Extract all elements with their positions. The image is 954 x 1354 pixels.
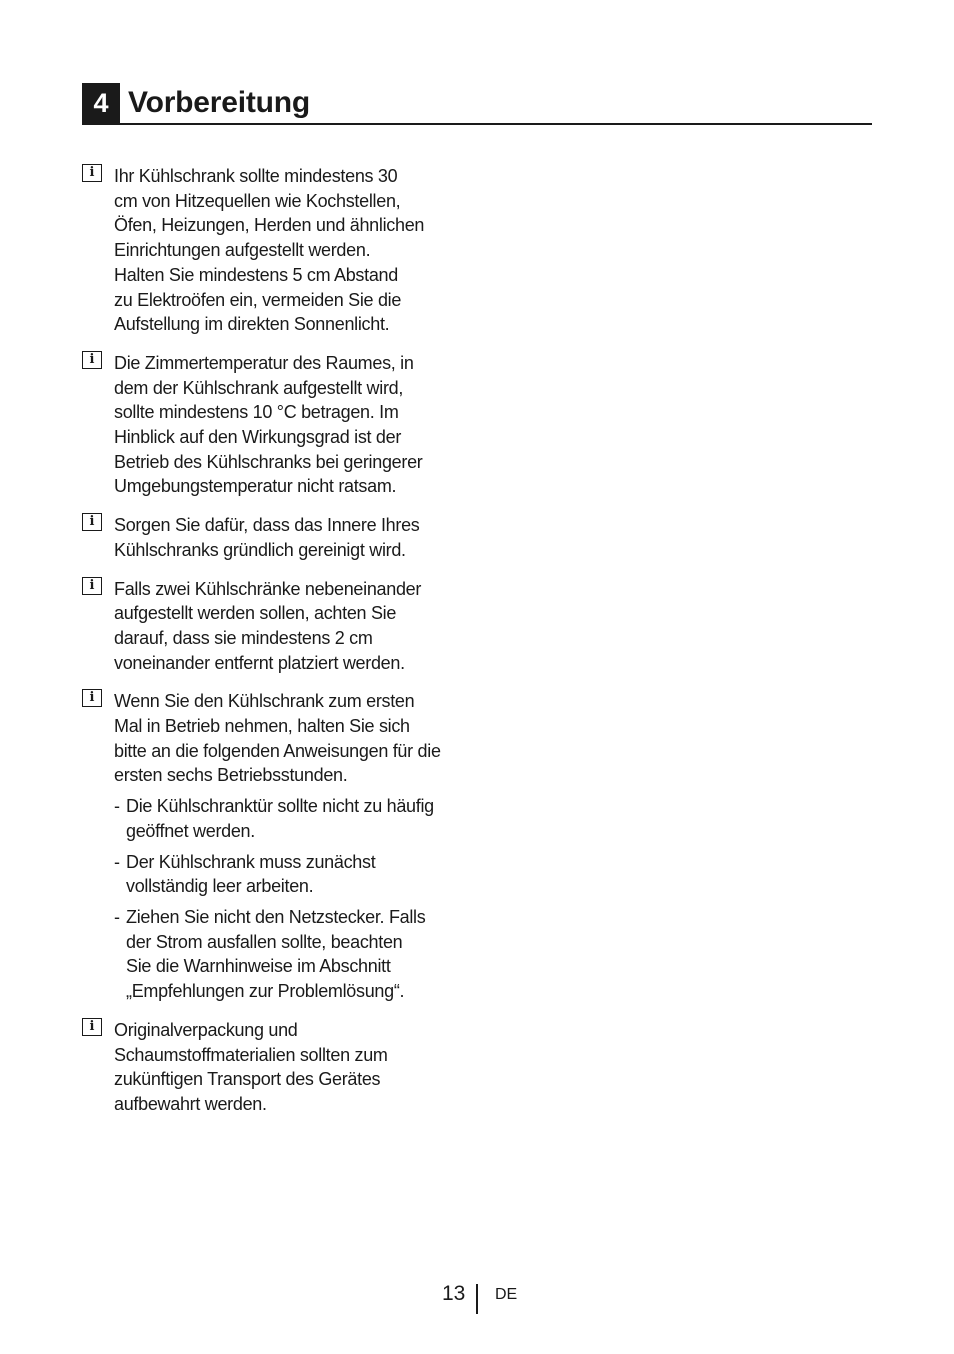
page-number: 13 <box>442 1282 466 1305</box>
footer-divider <box>476 1284 478 1314</box>
note-text: Sorgen Sie dafür, dass das Innere Ihres Kühlschranks gründlich gereinigt wird. <box>114 515 420 560</box>
note-item <box>82 351 472 499</box>
note-item <box>82 689 472 1003</box>
info-icon: i <box>82 164 102 182</box>
sub-list-item: - Die Kühlschranktür sollte nicht zu häufig geöffnet werden. <box>114 794 472 843</box>
note-item <box>82 1018 472 1117</box>
info-icon: i <box>82 577 102 595</box>
notes-list <box>82 164 472 1131</box>
sub-list-item: - Ziehen Sie nicht den Netzstecker. Falls der Strom ausfallen sollte, beachten Sie die Warnhinweise im Abschnitt „Empfehlungen zur Problemlösung“. <box>114 905 472 1004</box>
info-icon: i <box>82 689 102 707</box>
note-text: Originalverpackung und Schaumstoffmaterialien sollten zum zukünftigen Transport des Gerätes aufbewahrt werden. <box>114 1019 388 1114</box>
instruction-sub-list <box>114 794 472 1004</box>
note-text: Falls zwei Kühlschränke nebeneinander aufgestellt werden sollen, achten Sie darauf, dass sie mindestens 2 cm voneinander entfernt platziert werden. <box>114 578 422 673</box>
info-icon: i <box>82 351 102 369</box>
note-text: Ihr Kühlschrank sollte mindestens 30 cm von Hitzequellen wie Kochstellen, Öfen, Heizungen, Herden und ähnlichen Einrichtungen aufgestellt werden. Halten Sie mindestens 5 cm Abstand zu Elektroöfen ein, vermeiden Sie die Aufstellung im direkten Sonnenlicht. <box>114 166 425 335</box>
language-code: DE <box>495 1286 518 1303</box>
note-text: Die Zimmertemperatur des Raumes, in dem der Kühlschrank aufgestellt wird, sollte mindestens 10 °C betragen. Im Hinblick auf den Wirkungsgrad ist der Betrieb des Kühlschranks bei geringerer Umgebungstemperatur nicht ratsam. <box>114 352 423 497</box>
section-number: 4 <box>82 83 120 123</box>
sub-list-item: - Der Kühlschrank muss zunächst vollständig leer arbeiten. <box>114 850 472 899</box>
info-icon: i <box>82 1018 102 1036</box>
info-icon: i <box>82 513 102 531</box>
section-title: Vorbereitung <box>128 86 311 119</box>
note-item <box>82 164 472 337</box>
note-item <box>82 513 472 562</box>
section-header <box>82 83 872 125</box>
note-text: Wenn Sie den Kühlschrank zum ersten Mal in Betrieb nehmen, halten Sie sich bitte an die folgenden Anweisungen für die ersten sechs Betriebsstunden. <box>114 691 441 786</box>
note-item <box>82 577 472 676</box>
